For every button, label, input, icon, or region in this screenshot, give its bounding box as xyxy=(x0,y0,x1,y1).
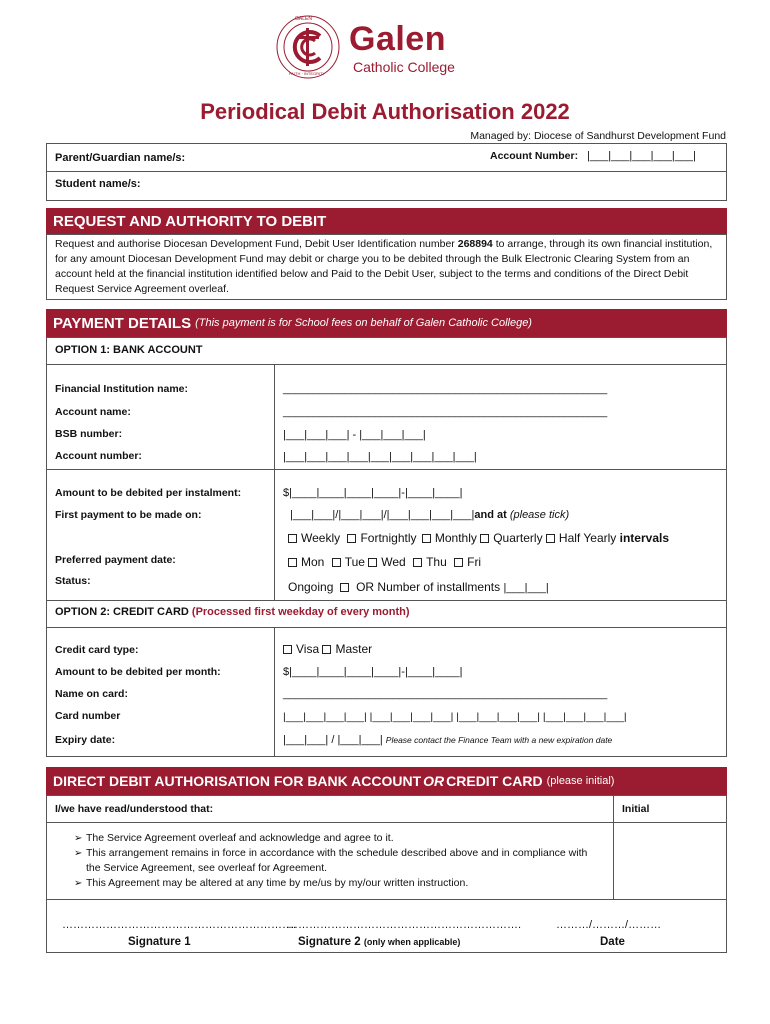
account-number-field[interactable]: |___|___|___|___|___| xyxy=(587,150,696,162)
agreement-point: ➢ This Agreement may be altered at any time by me/us by my/our written instruction. xyxy=(74,876,594,891)
checkbox-icon xyxy=(368,558,377,567)
days-row xyxy=(288,555,481,569)
intervals-label: intervals xyxy=(619,531,669,545)
name-on-card-label: Name on card: xyxy=(55,688,128,700)
freq-weekly[interactable]: Weekly xyxy=(288,531,340,545)
name-on-card-field[interactable]: _____________________________________________________ xyxy=(283,688,608,700)
and-at-label: and at xyxy=(474,509,507,521)
day-tue[interactable]: Tue xyxy=(332,555,365,569)
logo-ring-top: GALEN xyxy=(295,16,312,22)
frequency-row xyxy=(288,531,669,545)
agreement-points xyxy=(74,831,594,891)
ongoing-checkbox-icon[interactable] xyxy=(340,583,349,592)
bsb-field[interactable]: |___|___|___| - |___|___|___| xyxy=(283,429,426,441)
card-master[interactable]: Master xyxy=(322,642,372,656)
college-logo xyxy=(275,14,475,80)
bsb-label: BSB number: xyxy=(55,428,123,440)
option2-heading: OPTION 2: CREDIT CARD (Processed first weekday of every month) xyxy=(55,606,410,618)
checkbox-icon xyxy=(546,534,555,543)
banner-or: OR xyxy=(423,773,445,789)
freq-monthly[interactable]: Monthly xyxy=(422,531,477,545)
amount-instalment-label: Amount to be debited per instalment: xyxy=(55,487,242,499)
payment-banner xyxy=(46,309,727,337)
logo-name: Galen xyxy=(349,20,446,58)
bank-account-number-field[interactable]: |___|___|___|___|___|___|___|___|___| xyxy=(283,451,477,463)
expiry-label: Expiry date: xyxy=(55,734,116,746)
initial-label: Initial xyxy=(622,803,650,815)
amount-month-label: Amount to be debited per month: xyxy=(55,666,221,678)
card-type-row xyxy=(283,642,372,656)
option1-heading: OPTION 1: BANK ACCOUNT xyxy=(55,344,203,356)
bank-account-number-label: Account number: xyxy=(55,450,142,462)
status-row: Ongoing OR Number of installments |___|___| xyxy=(288,580,549,594)
payment-banner-note: (This payment is for School fees on behalf of Galen Catholic College) xyxy=(195,317,532,329)
expiry-note: Please contact the Finance Team with a new expiration date xyxy=(385,735,613,745)
initial-box[interactable] xyxy=(614,823,726,898)
signature2-note: (only when applicable) xyxy=(363,937,461,947)
agreement-point: ➢ This arrangement remains in force in accordance with the schedule described above and in compliance with the Service Agreement, see overleaf for Agreement. xyxy=(74,846,594,876)
date-label: Date xyxy=(600,936,625,948)
signature1-label: Signature 1 xyxy=(128,936,191,948)
please-tick-note: (please tick) xyxy=(509,509,570,521)
first-payment-field[interactable]: |___|___|/|___|___|/|___|___|___|___| xyxy=(290,509,475,521)
card-number-label: Card number xyxy=(55,710,121,722)
request-text: Request and authorise Diocesan Development Fund, Debit User Identification number 268894 to arrange, through its own financial institution, for any amount Diocesan Development Fund may debit or charge you to be debited through the Bulk Electronic Clearing System from an account held at the financial institution identified below and Paid to the Debit User, subject to the terms and conditions of the Direct Debit Request Service Agreement overleaf. xyxy=(55,238,713,295)
day-mon[interactable]: Mon xyxy=(288,555,324,569)
request-banner-title: REQUEST AND AUTHORITY TO DEBIT xyxy=(53,212,327,230)
account-name-label: Account name: xyxy=(55,406,131,418)
page-title: Periodical Debit Authorisation 2022 xyxy=(200,99,570,124)
card-type-label: Credit card type: xyxy=(55,644,139,656)
freq-quarterly[interactable]: Quarterly xyxy=(480,531,542,545)
read-understood-label: I/we have read/understood that: xyxy=(55,803,214,815)
checkbox-icon xyxy=(322,645,331,654)
checkbox-icon xyxy=(422,534,431,543)
freq-fortnightly[interactable]: Fortnightly xyxy=(347,531,416,545)
option2-note: (Processed first weekday of every month) xyxy=(191,606,410,618)
day-fri[interactable]: Fri xyxy=(454,555,481,569)
signature2-line[interactable]: ………………………………………………………. xyxy=(287,919,522,931)
amount-instalment-field[interactable]: $|____|____|____|____|-|____|____| xyxy=(283,487,463,499)
account-name-field[interactable]: _____________________________________________________ xyxy=(283,406,608,418)
student-name-label: Student name/s: xyxy=(55,178,141,190)
checkbox-icon xyxy=(288,534,297,543)
payment-banner-title: PAYMENT DETAILS xyxy=(53,314,192,332)
date-line[interactable]: ………/………/……… xyxy=(556,919,662,931)
logo-ring-bottom: FAITH · INTEGRITY xyxy=(289,71,326,76)
first-payment-row xyxy=(290,509,569,521)
status-label: Status: xyxy=(55,575,91,587)
logo-subtitle: Catholic College xyxy=(353,59,455,75)
authorisation-banner-note: (please initial) xyxy=(546,775,615,787)
checkbox-icon xyxy=(347,534,356,543)
authorisation-banner: DIRECT DEBIT AUTHORISATION FOR BANK ACCOUNT OR CREDIT CARD (please initial) xyxy=(46,767,727,795)
checkbox-icon xyxy=(454,558,463,567)
card-number-field[interactable]: |___|___|___|___| |___|___|___|___| |___|___|___|___| |___|___|___|___| xyxy=(283,711,627,723)
signature2-label: Signature 2 (only when applicable) xyxy=(298,936,461,948)
parent-name-label: Parent/Guardian name/s: xyxy=(55,152,186,164)
agreement-point: ➢ The Service Agreement overleaf and acknowledge and agree to it. xyxy=(74,831,594,846)
day-thu[interactable]: Thu xyxy=(413,555,447,569)
managed-by: Managed by: Diocese of Sandhurst Development Fund xyxy=(470,130,726,142)
institution-field[interactable]: _____________________________________________________ xyxy=(283,383,608,395)
freq-half-yearly[interactable]: Half Yearly xyxy=(546,531,616,545)
checkbox-icon xyxy=(283,645,292,654)
dui-number: 268894 xyxy=(457,238,493,250)
account-number-label: Account Number: xyxy=(490,150,579,162)
checkbox-icon xyxy=(480,534,489,543)
preferred-date-label: Preferred payment date: xyxy=(55,554,176,566)
expiry-row xyxy=(283,734,612,746)
checkbox-icon xyxy=(332,558,341,567)
day-wed[interactable]: Wed xyxy=(368,555,405,569)
card-visa[interactable]: Visa xyxy=(283,642,319,656)
expiry-field[interactable]: |___|___| / |___|___| xyxy=(283,734,383,746)
request-banner xyxy=(46,208,727,234)
checkbox-icon xyxy=(413,558,422,567)
signature1-line[interactable]: ………………………………………………………. xyxy=(62,919,297,931)
institution-label: Financial Institution name: xyxy=(55,383,189,395)
installments-field[interactable]: |___|___| xyxy=(503,582,549,594)
checkbox-icon xyxy=(288,558,297,567)
amount-month-field[interactable]: $|____|____|____|____|-|____|____| xyxy=(283,666,463,678)
first-payment-label: First payment to be made on: xyxy=(55,509,202,521)
